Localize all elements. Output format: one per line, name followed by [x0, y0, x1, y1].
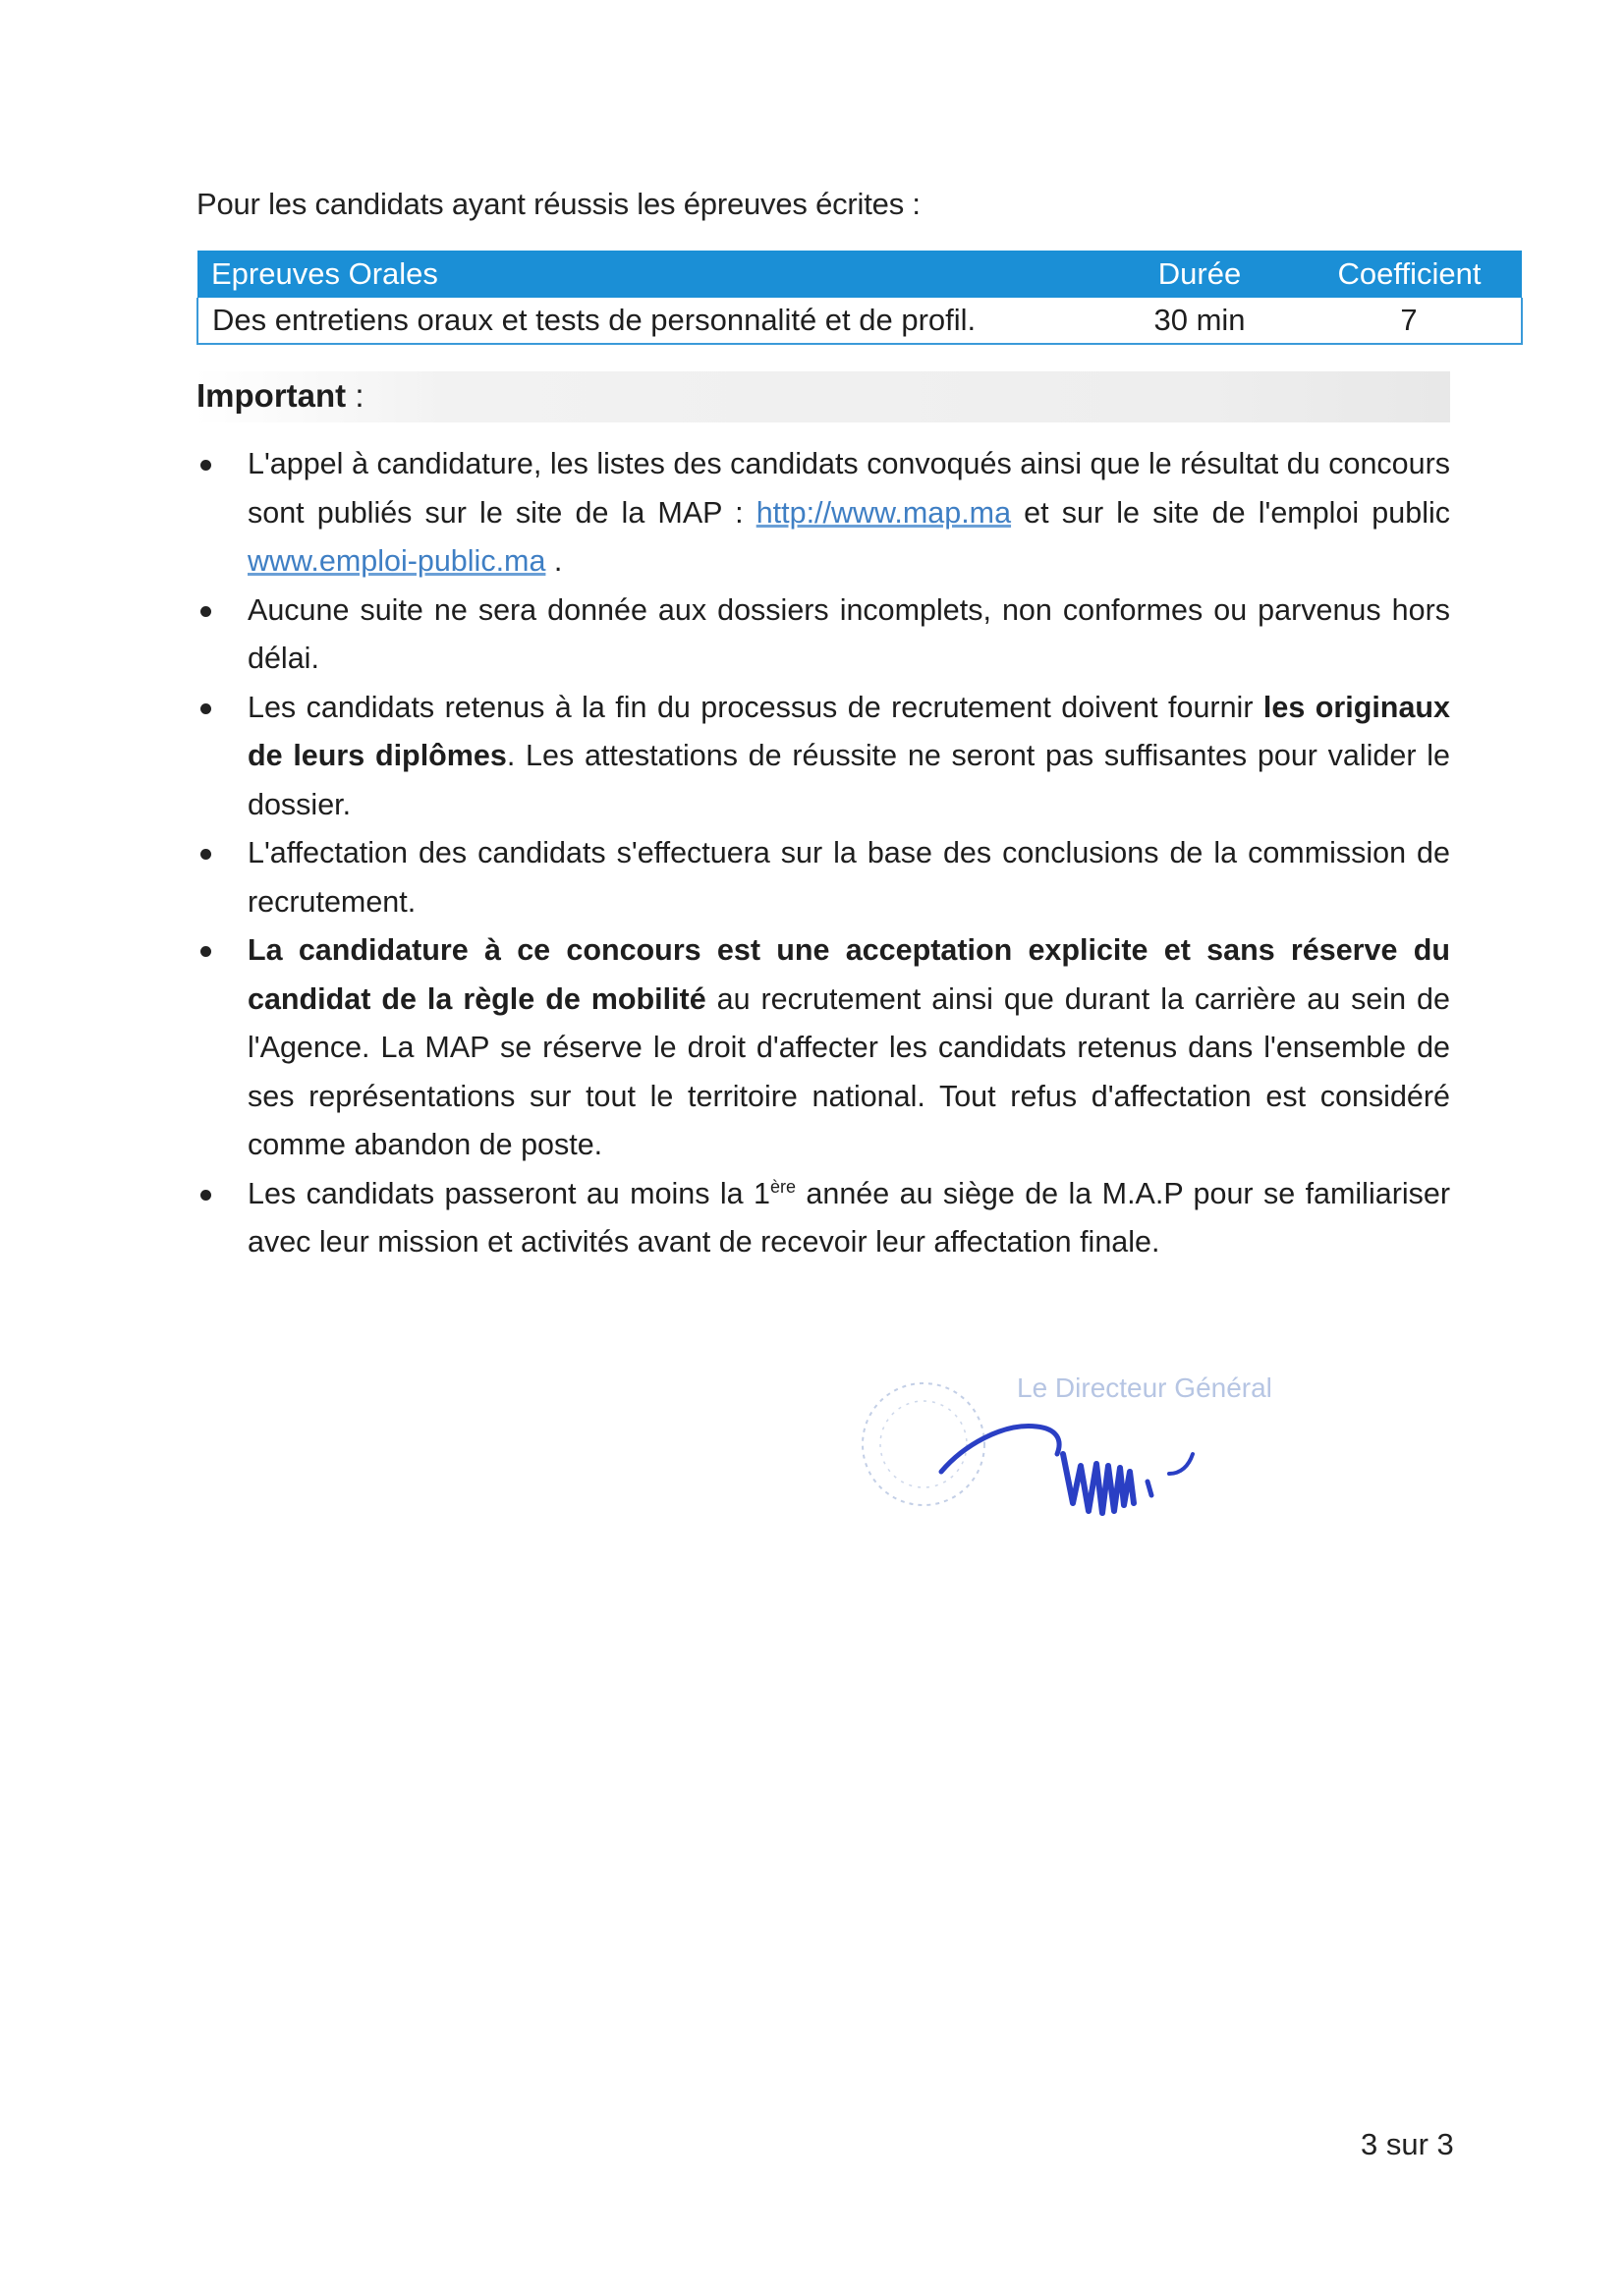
- map-site-link[interactable]: http://www.map.ma: [756, 495, 1012, 530]
- page-number: 3 sur 3: [1361, 2127, 1454, 2161]
- b5-text: au recrutement ainsi que durant la carrière au sein de l'Agence. La MAP se réserve le droit d'affecter les candidats retenus dans l'ensemble de ses représentations sur tout le territoire national. Tout refus d'affectation est considéré comme abandon de poste.: [248, 981, 1450, 1161]
- important-colon: :: [346, 377, 364, 414]
- oral-exams-table: [196, 251, 1523, 345]
- bullet-dot-icon: [200, 946, 211, 957]
- b3-text2: . Les attestations de réussite ne seront pas suffisantes pour valider le dossier.: [248, 739, 1450, 821]
- important-list: [196, 440, 1450, 1267]
- b3-text1: Les candidats retenus à la fin du processus de recrutement doivent fournir: [248, 690, 1263, 724]
- b3-bold: les originaux de leurs diplômes: [248, 690, 1450, 772]
- cell-duree: 30 min: [1102, 298, 1297, 344]
- list-item: [196, 1170, 1450, 1267]
- b1-text2: et sur le site de l'emploi public: [1011, 495, 1450, 530]
- bullet-dot-icon: [200, 849, 211, 860]
- list-item: [196, 926, 1450, 1170]
- header-epreuves: Epreuves Orales: [197, 251, 1102, 298]
- cell-coefficient: 7: [1297, 298, 1522, 344]
- list-item: [196, 587, 1450, 684]
- bullet-dot-icon: [200, 703, 211, 714]
- list-item: [196, 684, 1450, 830]
- important-highlight-bar: [195, 371, 1450, 422]
- b6-sup: ère: [770, 1176, 797, 1197]
- b1-text1: L'appel à candidature, les listes des candidats convoqués ainsi que le résultat du concours sont publiés sur le site de la MAP :: [248, 447, 1450, 530]
- intro-text: Pour les candidats ayant réussis les épreuves écrites :: [196, 187, 921, 221]
- b5-bold: La candidature à ce concours est une acceptation explicite et sans réserve du candidat de la règle de mobilité: [248, 933, 1450, 1016]
- emploi-public-link[interactable]: www.emploi-public.ma: [248, 544, 546, 578]
- bullet-dot-icon: [200, 460, 211, 471]
- important-heading: [196, 377, 364, 415]
- important-label-text: Important: [196, 377, 347, 414]
- cell-epreuve: Des entretiens oraux et tests de personnalité et de profil.: [197, 298, 1102, 344]
- b1-text3: .: [545, 544, 563, 578]
- list-item: [196, 829, 1450, 926]
- header-duree: Durée: [1102, 251, 1297, 298]
- signature-stamp-graphic: [855, 1356, 1287, 1552]
- b6-text2: année au siège de la M.A.P pour se familiariser avec leur mission et activités avant de recevoir leur affectation finale.: [248, 1176, 1451, 1259]
- signatory-title: Le Directeur Général: [1017, 1372, 1272, 1403]
- b4-text: L'affectation des candidats s'effectuera sur la base des conclusions de la commission de recrutement.: [248, 836, 1450, 919]
- b6-text1: Les candidats passeront au moins la 1: [248, 1176, 770, 1210]
- bullet-dot-icon: [200, 1190, 211, 1201]
- b2-text: Aucune suite ne sera donnée aux dossiers incomplets, non conformes ou parvenus hors délai.: [248, 592, 1450, 675]
- header-coefficient: Coefficient: [1297, 251, 1522, 298]
- table-header-row: [197, 251, 1522, 298]
- official-seal-icon: [863, 1383, 984, 1505]
- table-row: [197, 298, 1522, 344]
- bullet-dot-icon: [200, 606, 211, 617]
- list-item: [196, 440, 1450, 587]
- handwritten-signature-icon: [941, 1427, 1193, 1513]
